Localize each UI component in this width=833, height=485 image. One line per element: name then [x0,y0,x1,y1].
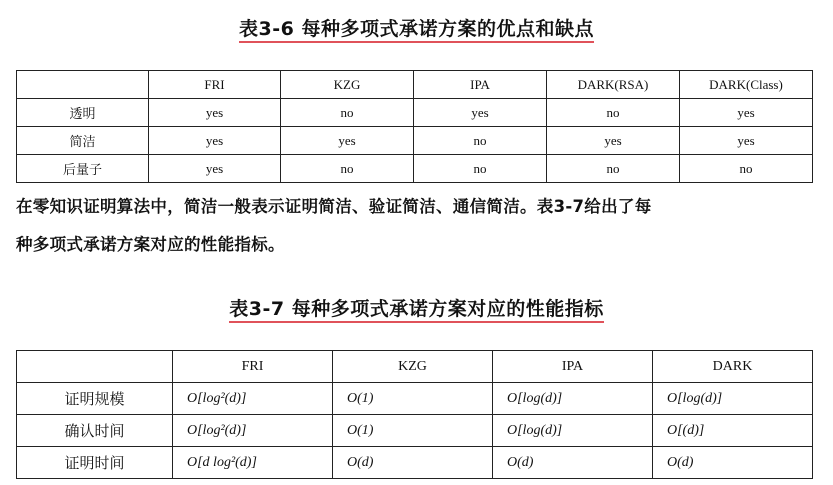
table-row [17,447,813,479]
pcs-performance-table [16,350,813,479]
table-row [17,155,813,183]
body-paragraph [16,188,816,264]
row-label: 简洁 [17,127,149,155]
table-cell: O[log(d)] [653,383,813,415]
table2-caption-text: 表3-7 每种多项式承诺方案对应的性能指标 [229,298,603,323]
table1-caption [0,14,833,41]
table-cell: yes [680,127,813,155]
row-label: 后量子 [17,155,149,183]
row-label: 证明规模 [17,383,173,415]
paragraph-line-2: 种多项式承诺方案对应的性能指标。 [16,235,285,254]
pcs-properties-table [16,70,813,183]
table-cell: yes [680,99,813,127]
table-cell: O[log(d)] [493,415,653,447]
header-cell-fri: FRI [173,351,333,383]
table-cell: no [680,155,813,183]
row-label: 确认时间 [17,415,173,447]
header-cell-blank [17,71,149,99]
table-cell: O(1) [333,415,493,447]
table-cell: O[log²(d)] [173,415,333,447]
table-header-row [17,351,813,383]
header-cell-dark-class: DARK(Class) [680,71,813,99]
header-cell-blank [17,351,173,383]
table-cell: O[log²(d)] [173,383,333,415]
table-cell: no [281,155,414,183]
table-cell: O[(d)] [653,415,813,447]
table-cell: O[log(d)] [493,383,653,415]
table2-caption [0,294,833,321]
header-cell-dark-rsa: DARK(RSA) [547,71,680,99]
row-label: 透明 [17,99,149,127]
header-cell-ipa: IPA [493,351,653,383]
header-cell-ipa: IPA [414,71,547,99]
table-cell: O(d) [493,447,653,479]
header-cell-kzg: KZG [281,71,414,99]
table-cell: no [547,155,680,183]
table-cell: O(1) [333,383,493,415]
table-cell: O[d log²(d)] [173,447,333,479]
header-cell-dark: DARK [653,351,813,383]
table-cell: no [414,127,547,155]
table-cell: no [414,155,547,183]
table-row [17,99,813,127]
table-cell: O(d) [333,447,493,479]
table-cell: no [547,99,680,127]
table-header-row [17,71,813,99]
table-row [17,383,813,415]
header-cell-fri: FRI [149,71,281,99]
table-row [17,415,813,447]
table-cell: yes [281,127,414,155]
table-cell: yes [149,155,281,183]
table-cell: yes [149,99,281,127]
table-cell: O(d) [653,447,813,479]
table-row [17,127,813,155]
table-cell: yes [414,99,547,127]
table-cell: no [281,99,414,127]
table-cell: yes [547,127,680,155]
row-label: 证明时间 [17,447,173,479]
table1-caption-text: 表3-6 每种多项式承诺方案的优点和缺点 [239,18,594,43]
header-cell-kzg: KZG [333,351,493,383]
table-cell: yes [149,127,281,155]
paragraph-line-1: 在零知识证明算法中，简洁一般表示证明简洁、验证简洁、通信简洁。表3-7给出了每 [16,197,652,216]
